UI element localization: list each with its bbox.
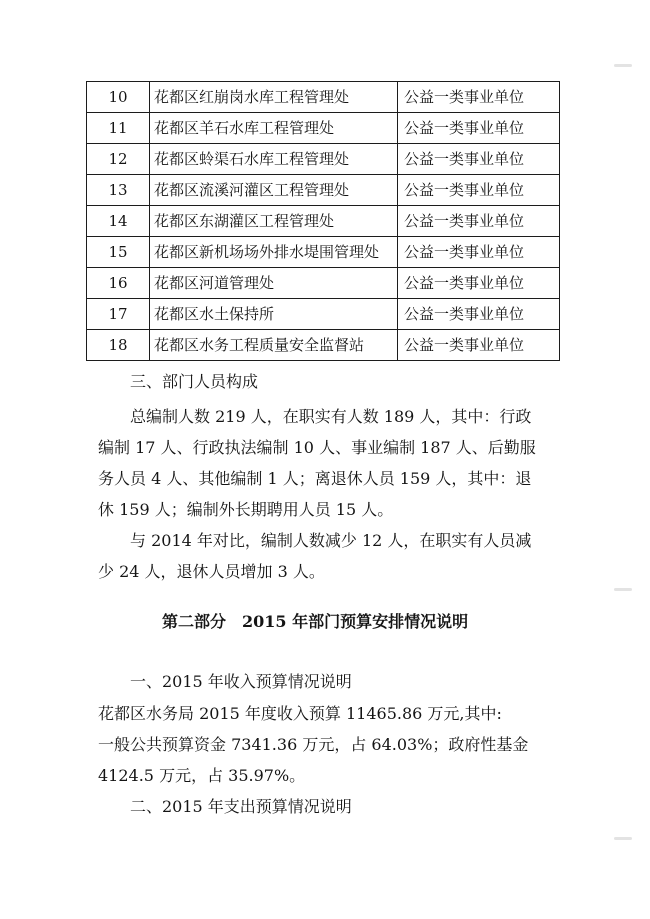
table-row xyxy=(87,113,560,144)
unit-type: 公益一类事业单位 xyxy=(398,175,560,206)
row-number: 12 xyxy=(87,144,150,175)
section3-para1-line1: 总编制人数 219 人，在职实有人数 189 人，其中：行政 xyxy=(130,407,532,426)
scan-margin-mark xyxy=(614,64,632,67)
table-row xyxy=(87,237,560,268)
part2-sub1-line3: 4124.5 万元，占 35.97%。 xyxy=(98,766,306,785)
table-row xyxy=(87,206,560,237)
unit-type: 公益一类事业单位 xyxy=(398,206,560,237)
row-number: 14 xyxy=(87,206,150,237)
scan-margin-mark xyxy=(614,837,632,840)
scan-margin-mark xyxy=(614,588,632,591)
row-number: 16 xyxy=(87,268,150,299)
part2-title: 第二部分 2015 年部门预算安排情况说明 xyxy=(162,612,469,631)
row-number: 15 xyxy=(87,237,150,268)
section3-para2-line2: 少 24 人，退休人员增加 3 人。 xyxy=(98,562,325,581)
section3-heading: 三、部门人员构成 xyxy=(130,372,259,391)
row-number: 13 xyxy=(87,175,150,206)
unit-type: 公益一类事业单位 xyxy=(398,82,560,113)
unit-name: 花都区水务工程质量安全监督站 xyxy=(150,330,398,361)
unit-name: 花都区流溪河灌区工程管理处 xyxy=(150,175,398,206)
unit-type: 公益一类事业单位 xyxy=(398,268,560,299)
unit-name: 花都区羊石水库工程管理处 xyxy=(150,113,398,144)
part2-sub1-heading: 一、2015 年收入预算情况说明 xyxy=(130,672,352,691)
table-row xyxy=(87,144,560,175)
section3-para1-line2: 编制 17 人、行政执法编制 10 人、事业编制 187 人、后勤服 xyxy=(98,438,536,457)
unit-type: 公益一类事业单位 xyxy=(398,237,560,268)
unit-type: 公益一类事业单位 xyxy=(398,299,560,330)
table-row xyxy=(87,82,560,113)
section3-para2-line1: 与 2014 年对比，编制人数减少 12 人，在职实有人员减 xyxy=(130,531,532,550)
part2-sub1-line1: 花都区水务局 2015 年度收入预算 11465.86 万元,其中: xyxy=(98,704,502,723)
row-number: 18 xyxy=(87,330,150,361)
row-number: 11 xyxy=(87,113,150,144)
unit-name: 花都区蛉渠石水库工程管理处 xyxy=(150,144,398,175)
part2-sub2-heading: 二、2015 年支出预算情况说明 xyxy=(130,797,352,816)
row-number: 17 xyxy=(87,299,150,330)
unit-type: 公益一类事业单位 xyxy=(398,113,560,144)
unit-type: 公益一类事业单位 xyxy=(398,330,560,361)
table-row xyxy=(87,175,560,206)
unit-name: 花都区新机场场外排水堤围管理处 xyxy=(150,237,398,268)
table-row xyxy=(87,299,560,330)
units-table xyxy=(86,81,560,361)
unit-name: 花都区河道管理处 xyxy=(150,268,398,299)
table-row xyxy=(87,330,560,361)
row-number: 10 xyxy=(87,82,150,113)
part2-sub1-line2: 一般公共预算资金 7341.36 万元，占 64.03%；政府性基金 xyxy=(98,735,529,754)
section3-para1-line3: 务人员 4 人、其他编制 1 人；离退休人员 159 人，其中：退 xyxy=(98,469,532,488)
unit-name: 花都区红崩岗水库工程管理处 xyxy=(150,82,398,113)
unit-type: 公益一类事业单位 xyxy=(398,144,560,175)
section3-para1-line4: 休 159 人；编制外长期聘用人员 15 人。 xyxy=(98,500,394,519)
units-table-body xyxy=(87,82,560,361)
unit-name: 花都区水土保持所 xyxy=(150,299,398,330)
table-row xyxy=(87,268,560,299)
unit-name: 花都区东湖灌区工程管理处 xyxy=(150,206,398,237)
